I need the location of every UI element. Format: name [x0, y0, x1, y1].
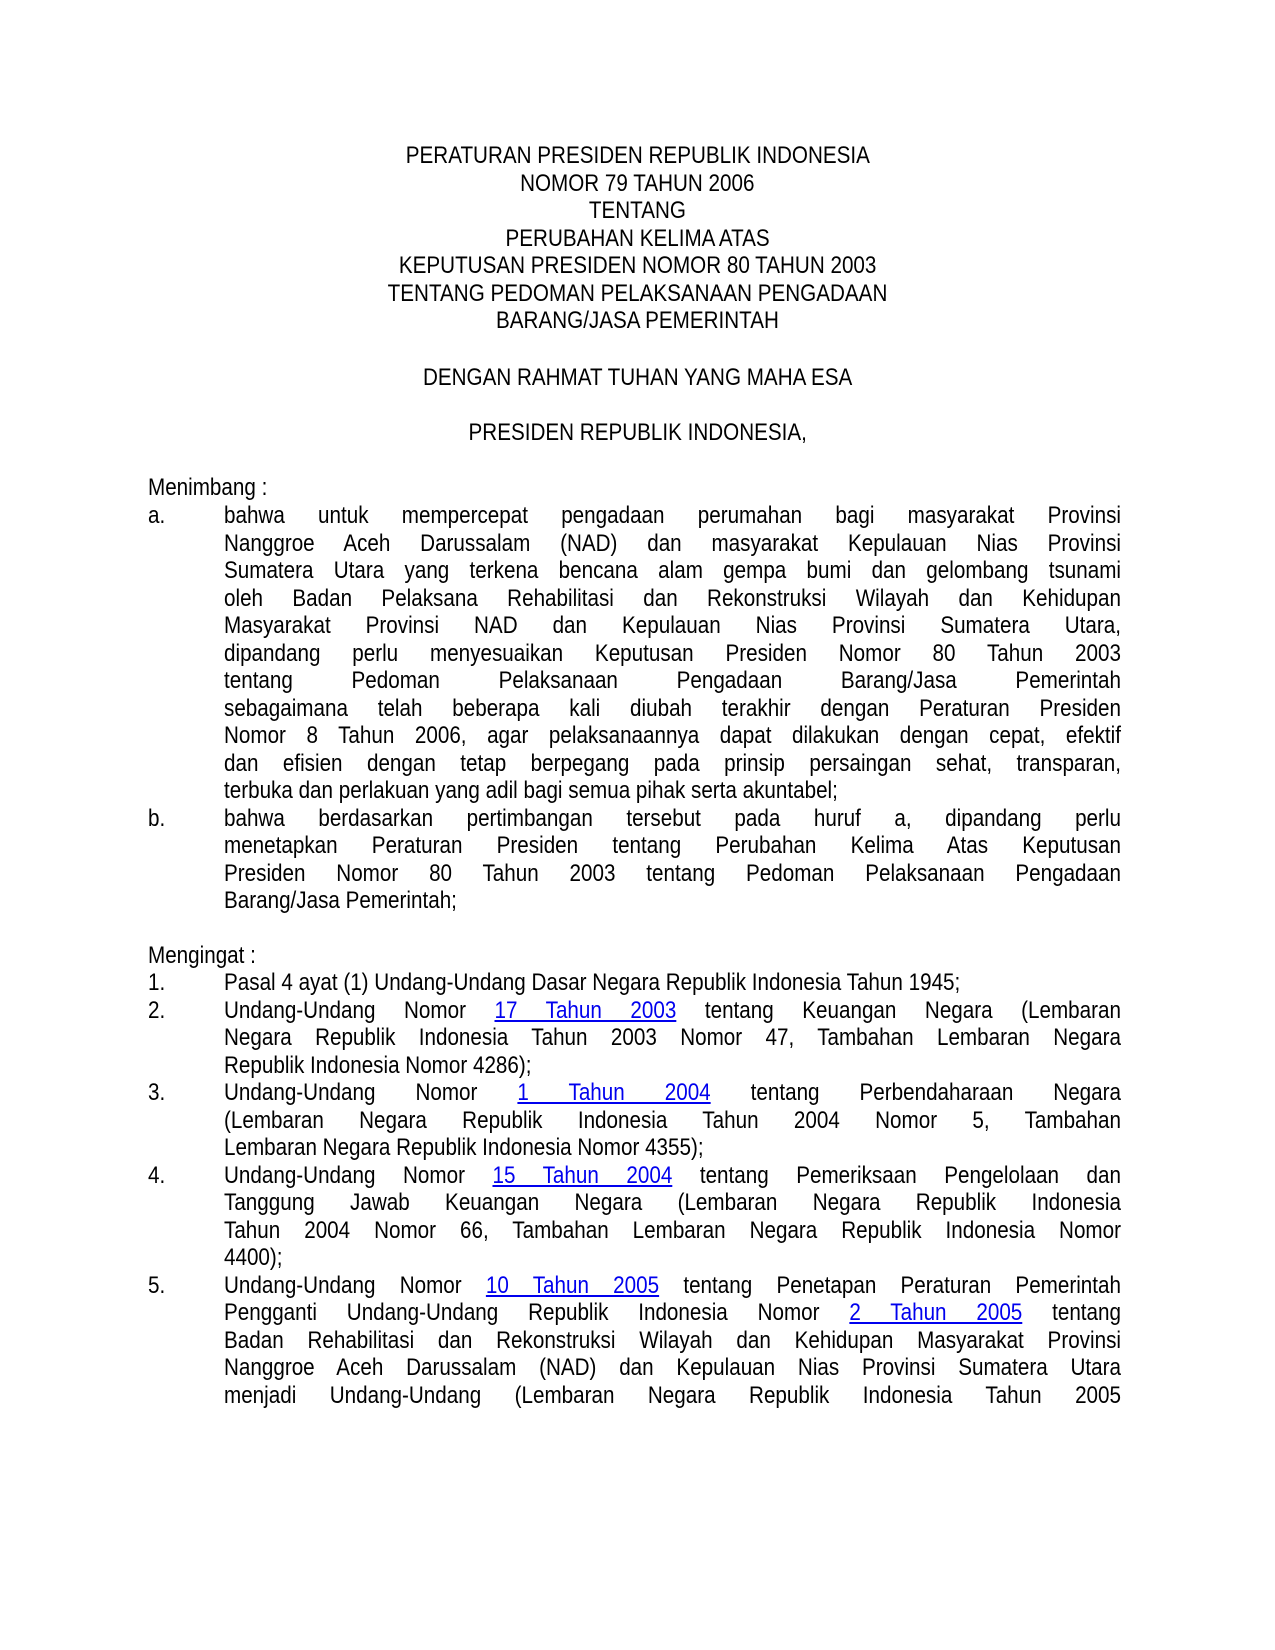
body-line-text: Barang/Jasa Pemerintah; [224, 887, 457, 914]
title-line [0, 252, 1275, 280]
menimbang-label-text: Menimbang : [148, 474, 268, 501]
body-line-text: bahwa berdasarkan pertimbangan tersebut pada huruf a, dipandang perlu [224, 804, 1121, 832]
body-line-text: oleh Badan Pelaksana Rehabilitasi dan Rekonstruksi Wilayah dan Kehidupan [224, 584, 1121, 612]
title-line [0, 225, 1275, 253]
body-line [224, 1134, 1121, 1162]
title-line [0, 280, 1275, 308]
body-line [224, 722, 1121, 750]
body-line-text: Sumatera Utara yang terkena bencana alam gempa bumi dan gelombang tsunami [224, 557, 1121, 584]
title-line-text: TENTANG PEDOMAN PELAKSANAAN PENGADAAN [387, 279, 888, 307]
body-line-text: sebagaimana telah beberapa kali diubah terakhir dengan Peraturan Presiden [224, 694, 1121, 722]
body-line [224, 1382, 1121, 1410]
item-marker-text: a. [148, 502, 166, 529]
body-line [224, 750, 1121, 778]
item-marker [148, 969, 168, 997]
item-marker [148, 997, 168, 1025]
title-line [0, 170, 1275, 198]
body-line-text: Pasal 4 ayat (1) Undang-Undang Dasar Negara Republik Indonesia Tahun 1945; [224, 969, 961, 996]
body-line [224, 1217, 1121, 1245]
body-line-text: menetapkan Peraturan Presiden tentang Perubahan Kelima Atas Keputusan [224, 832, 1121, 859]
law-reference-link[interactable]: 15 Tahun 2004 [492, 1161, 673, 1189]
body-line-text: Badan Rehabilitasi dan Rekonstruksi Wilayah dan Kehidupan Masyarakat Provinsi [224, 1326, 1121, 1354]
item-marker-text: 1. [148, 969, 166, 996]
body-line [224, 502, 1121, 530]
law-reference-link[interactable]: 2 Tahun 2005 [849, 1299, 1023, 1326]
body-line [224, 1354, 1121, 1382]
body-line [224, 1327, 1121, 1355]
mengingat-label-text: Mengingat : [148, 942, 256, 969]
body-line-text: Nanggroe Aceh Darussalam (NAD) dan masyarakat Kepulauan Nias Provinsi [224, 529, 1121, 557]
body-line [224, 805, 1121, 833]
body-line-text: bahwa untuk mempercepat pengadaan perumahan bagi masyarakat Provinsi [224, 502, 1121, 529]
title-line [0, 307, 1275, 335]
item-marker-text: b. [148, 804, 166, 832]
body-line-text: Undang-Undang Nomor 1 Tahun 2004 tentang Perbendaharaan Negara [224, 1079, 1122, 1106]
body-line-text: Masyarakat Provinsi NAD dan Kepulauan Nias Provinsi Sumatera Utara, [224, 612, 1121, 639]
item-marker-text: 5. [148, 1271, 166, 1299]
item-marker [148, 1162, 168, 1190]
body-line [224, 585, 1121, 613]
title-line-text: TENTANG [588, 197, 687, 224]
issuer-text: PRESIDEN REPUBLIK INDONESIA, [468, 419, 807, 446]
body-line [224, 667, 1121, 695]
body-line [224, 530, 1121, 558]
law-reference-link[interactable]: 17 Tahun 2003 [494, 996, 677, 1024]
body-line-text: (Lembaran Negara Republik Indonesia Tahun 2004 Nomor 5, Tambahan [224, 1106, 1121, 1134]
title-line-text: PERATURAN PRESIDEN REPUBLIK INDONESIA [405, 142, 870, 169]
body-line-text: Nomor 8 Tahun 2006, agar pelaksanaannya dapat dilakukan dengan cepat, efektif [224, 722, 1121, 749]
body-line [224, 1244, 1121, 1272]
body-line [224, 640, 1121, 668]
body-line [224, 1299, 1121, 1327]
body-line-text: Negara Republik Indonesia Tahun 2003 Nomor 47, Tambahan Lembaran Negara [224, 1024, 1121, 1051]
body-line [224, 1107, 1121, 1135]
title-line-text: PERUBAHAN KELIMA ATAS [505, 224, 770, 252]
body-line [224, 777, 1121, 805]
item-marker [148, 502, 168, 530]
item-marker-text: 3. [148, 1079, 166, 1106]
body-line [224, 860, 1121, 888]
body-line [224, 1189, 1121, 1217]
title-line [0, 197, 1275, 225]
body-line [224, 557, 1121, 585]
title-line-text: KEPUTUSAN PRESIDEN NOMOR 80 TAHUN 2003 [398, 252, 877, 279]
body-line [224, 1024, 1121, 1052]
item-marker [148, 1272, 168, 1300]
body-line-text: tentang Pedoman Pelaksanaan Pengadaan Barang/Jasa Pemerintah [224, 667, 1121, 694]
body-line-text: menjadi Undang-Undang (Lembaran Negara Republik Indonesia Tahun 2005 [224, 1381, 1121, 1409]
mengingat-label [148, 942, 273, 970]
body-line-text: Tahun 2004 Nomor 66, Tambahan Lembaran Negara Republik Indonesia Nomor [224, 1216, 1121, 1244]
body-line-text: Undang-Undang Nomor 10 Tahun 2005 tentang Penetapan Peraturan Pemerintah [224, 1271, 1121, 1299]
body-line-text: Republik Indonesia Nomor 4286); [224, 1051, 532, 1079]
body-line [224, 1272, 1121, 1300]
body-line-text: dan efisien dengan tetap berpegang pada prinsip persaingan sehat, transparan, [224, 749, 1121, 777]
body-line-text: Undang-Undang Nomor 17 Tahun 2003 tentang Keuangan Negara (Lembaran [224, 996, 1121, 1024]
item-marker-text: 4. [148, 1161, 166, 1189]
issuer [0, 419, 1275, 447]
body-line-text: Pengganti Undang-Undang Republik Indonesia Nomor 2 Tahun 2005 tentang [224, 1299, 1121, 1326]
title-line [0, 142, 1275, 170]
body-line-text: Tanggung Jawab Keuangan Negara (Lembaran Negara Republik Indonesia [224, 1189, 1121, 1216]
body-line-text: Presiden Nomor 80 Tahun 2003 tentang Pedoman Pelaksanaan Pengadaan [224, 859, 1121, 887]
body-line-text: terbuka dan perlakuan yang adil bagi semua pihak serta akuntabel; [224, 777, 838, 804]
body-line [224, 969, 1121, 997]
item-marker [148, 1079, 168, 1107]
law-reference-link[interactable]: 10 Tahun 2005 [485, 1271, 660, 1299]
body-line [224, 1162, 1121, 1190]
law-reference-link[interactable]: 1 Tahun 2004 [517, 1079, 711, 1106]
body-line [224, 1079, 1121, 1107]
item-marker-text: 2. [148, 996, 166, 1024]
invocation [0, 364, 1275, 392]
body-line-text: 4400); [224, 1244, 283, 1271]
body-line-text: Nanggroe Aceh Darussalam (NAD) dan Kepulauan Nias Provinsi Sumatera Utara [224, 1354, 1121, 1381]
body-line [224, 997, 1121, 1025]
menimbang-label [148, 474, 287, 502]
body-line [224, 612, 1121, 640]
body-line [224, 887, 1121, 915]
body-line-text: Lembaran Negara Republik Indonesia Nomor 4355); [224, 1134, 704, 1161]
body-line [224, 695, 1121, 723]
title-line-text: BARANG/JASA PEMERINTAH [496, 307, 779, 334]
body-line [224, 832, 1121, 860]
body-line-text: dipandang perlu menyesuaikan Keputusan Presiden Nomor 80 Tahun 2003 [224, 639, 1121, 667]
title-line-text: NOMOR 79 TAHUN 2006 [520, 169, 755, 197]
item-marker [148, 805, 168, 833]
body-line [224, 1052, 1121, 1080]
body-line-text: Undang-Undang Nomor 15 Tahun 2004 tentang Pemeriksaan Pengelolaan dan [224, 1161, 1121, 1189]
invocation-text: DENGAN RAHMAT TUHAN YANG MAHA ESA [422, 364, 853, 391]
